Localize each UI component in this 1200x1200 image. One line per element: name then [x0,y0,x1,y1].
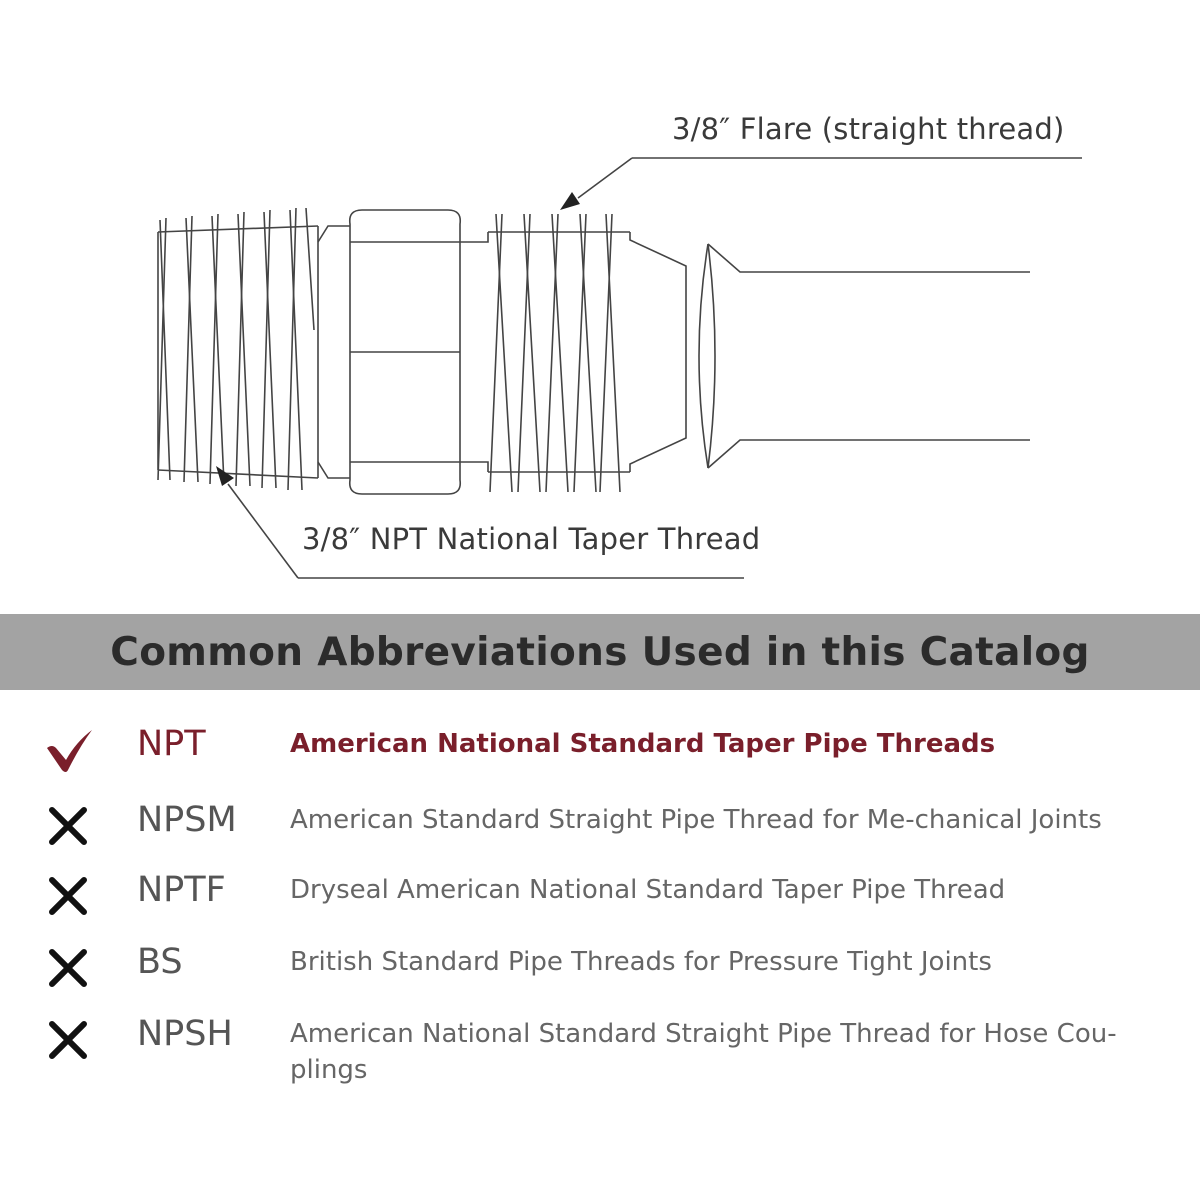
collar [318,226,350,478]
flare-arrowhead [560,192,580,210]
neck [460,232,488,472]
npt-arrowhead [216,466,234,486]
abbreviation-description: British Standard Pipe Threads for Pressure Tight Joints [290,947,992,977]
banner-title: Common Abbreviations Used in this Catalog [110,629,1090,675]
flare-callout-label: 3/8″ Flare (straight thread) [672,112,1065,146]
npt-callout-label: 3/8″ NPT National Taper Thread [302,522,761,556]
abbreviation-code: NPT [137,724,206,764]
cross-icon [44,800,94,850]
npt-thread-section [158,208,318,490]
abbreviation-description: American National Standard Straight Pipe Thread for Hose Cou-plings [290,1019,1117,1085]
hex-nut [350,210,461,494]
abbreviation-code: NPTF [137,870,226,910]
abbreviation-code: NPSH [137,1014,233,1054]
cross-icon [44,1014,94,1064]
abbreviation-description: Dryseal American National Standard Taper Pipe Thread [290,875,1006,905]
flare-tube [699,244,1030,468]
abbreviation-code: BS [137,942,183,982]
flare-leader-line [578,158,1082,198]
cross-icon [44,942,94,992]
catalog-banner [0,614,1200,690]
abbreviation-code: NPSM [137,800,237,840]
abbreviation-description: American National Standard Taper Pipe Threads [290,729,996,759]
flare-thread-section [488,214,686,492]
check-icon [44,724,94,774]
abbreviation-description: American Standard Straight Pipe Thread for Me-chanical Joints [290,805,1102,835]
cross-icon [44,870,94,920]
